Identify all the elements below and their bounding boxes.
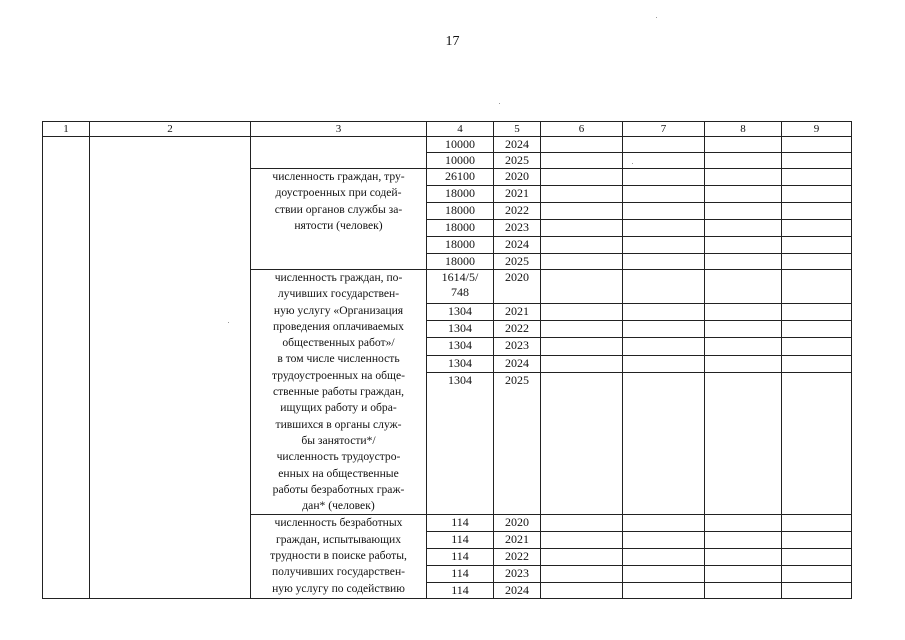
cell-col-8 [705,515,782,532]
header-col-4: 4 [427,122,494,137]
cell-col-7 [623,532,705,549]
indicator-text-line: доустроенных при содей- [275,186,402,200]
cell-col-8 [705,270,782,304]
cell-col-9 [782,372,852,515]
value-cell: 1304 [427,338,494,355]
indicator-text-line: ствии органов службы за- [274,202,403,216]
cell-col-8 [705,338,782,355]
cell-col-8 [705,153,782,169]
cell-col-9 [782,532,852,549]
indicator-text-line: трудности в поиске работы, [270,549,407,563]
cell-col-8 [705,169,782,186]
page-number: 17 [445,34,460,49]
header-col-9: 9 [782,122,852,137]
year-cell: 2023 [494,220,541,237]
indicator-text-line: тившихся в органы служ- [275,417,402,431]
indicator-text-line: нятости (человек) [294,218,383,232]
indicator-text-line: граждан, испытывающих [275,532,401,546]
cell-col-9 [782,137,852,153]
value-cell: 1304 [427,320,494,337]
year-cell: 2023 [494,566,541,583]
indicator-text-line: работы безработных граж- [272,482,405,496]
cell-col-8 [705,532,782,549]
table-row [43,137,852,153]
value-cell: 18000 [427,203,494,220]
cell-col-9 [782,566,852,583]
indicator-cell [251,169,427,270]
value-cell: 1614/5/ 748 [427,270,494,304]
year-cell: 2025 [494,372,541,515]
cell-col-9 [782,338,852,355]
indicator-table [42,121,852,599]
cell-col-9 [782,186,852,203]
indicator-cell [251,515,427,599]
cell-col-9 [782,355,852,372]
cell-col-8 [705,237,782,254]
cell-col-7 [623,338,705,355]
value-cell: 114 [427,566,494,583]
indicator-text-line: численность граждан, тру- [272,170,405,183]
indicator-text-line: енных на общественные [278,466,399,480]
cell-col-9 [782,220,852,237]
cell-col-6 [541,515,623,532]
year-cell: 2022 [494,203,541,220]
cell-col-7 [623,303,705,320]
value-cell: 18000 [427,220,494,237]
year-cell: 2020 [494,515,541,532]
cell-col-6 [541,220,623,237]
cell-col-7 [623,254,705,270]
year-cell: 2024 [494,583,541,599]
cell-col-6 [541,137,623,153]
cell-col-9 [782,237,852,254]
cell-col-2 [90,137,251,599]
indicator-text-line: численность граждан, по- [274,271,403,284]
cell-col-6 [541,549,623,566]
cell-col-9 [782,320,852,337]
value-cell: 1304 [427,303,494,320]
cell-col-6 [541,583,623,599]
cell-col-7 [623,237,705,254]
header-col-7: 7 [623,122,705,137]
year-cell: 2021 [494,303,541,320]
cell-col-8 [705,566,782,583]
cell-col-7 [623,186,705,203]
year-cell: 2024 [494,137,541,153]
year-cell: 2025 [494,153,541,169]
indicator-text-line: проведения оплачиваемых [273,319,404,333]
value-cell: 18000 [427,254,494,270]
year-cell: 2020 [494,270,541,304]
scan-speck [228,322,229,323]
cell-col-7 [623,220,705,237]
cell-col-6 [541,566,623,583]
cell-col-7 [623,372,705,515]
value-cell: 10000 [427,153,494,169]
year-cell: 2022 [494,320,541,337]
cell-col-7 [623,153,705,169]
cell-col-6 [541,320,623,337]
indicator-text-line: численность безработных [274,516,403,530]
cell-col-7 [623,515,705,532]
cell-col-8 [705,137,782,153]
cell-col-6 [541,532,623,549]
table-header-row [43,122,852,137]
scan-speck [632,163,633,164]
cell-col-8 [705,320,782,337]
cell-col-9 [782,303,852,320]
cell-col-9 [782,515,852,532]
indicator-cell [251,137,427,169]
value-cell: 18000 [427,186,494,203]
cell-col-6 [541,303,623,320]
value-cell: 114 [427,515,494,532]
header-col-2: 2 [90,122,251,137]
year-cell: 2024 [494,355,541,372]
cell-col-7 [623,169,705,186]
header-col-1: 1 [43,122,90,137]
indicator-text-line: лучивших государствен- [277,287,400,301]
cell-col-9 [782,203,852,220]
year-cell: 2021 [494,186,541,203]
indicator-text-line: бы занятости*/ [301,433,376,447]
cell-col-9 [782,153,852,169]
cell-col-6 [541,186,623,203]
cell-col-7 [623,566,705,583]
cell-col-9 [782,270,852,304]
year-cell: 2021 [494,532,541,549]
value-cell: 10000 [427,137,494,153]
scan-speck [499,103,500,104]
value-cell: 1304 [427,372,494,515]
indicator-text-line: ищущих работу и обра- [280,401,397,415]
scan-speck [656,17,657,18]
cell-col-8 [705,220,782,237]
cell-col-8 [705,254,782,270]
indicator-text-line: ственные работы граждан, [272,385,405,399]
indicator-text-line: численность трудоустро- [276,450,401,464]
cell-col-6 [541,237,623,254]
indicator-text-line: получивших государствен- [271,565,406,579]
cell-col-6 [541,372,623,515]
year-cell: 2020 [494,169,541,186]
cell-col-8 [705,203,782,220]
cell-col-8 [705,549,782,566]
indicator-cell [251,270,427,515]
cell-col-6 [541,338,623,355]
cell-col-6 [541,203,623,220]
cell-col-6 [541,270,623,304]
year-cell: 2023 [494,338,541,355]
cell-col-9 [782,583,852,599]
cell-col-8 [705,303,782,320]
cell-col-6 [541,254,623,270]
header-col-5: 5 [494,122,541,137]
value-cell: 26100 [427,169,494,186]
value-cell: 1304 [427,355,494,372]
cell-col-9 [782,254,852,270]
cell-col-7 [623,320,705,337]
cell-col-8 [705,186,782,203]
cell-col-8 [705,583,782,599]
year-cell: 2022 [494,549,541,566]
cell-col-1 [43,137,90,599]
cell-col-6 [541,355,623,372]
cell-col-7 [623,549,705,566]
year-cell: 2025 [494,254,541,270]
header-col-3: 3 [251,122,427,137]
value-cell: 114 [427,532,494,549]
value-cell: 114 [427,583,494,599]
cell-col-6 [541,169,623,186]
year-cell: 2024 [494,237,541,254]
indicator-text-line: дан* (человек) [302,499,375,513]
cell-col-9 [782,169,852,186]
cell-col-6 [541,153,623,169]
indicator-text-line: в том числе численность [277,352,400,366]
indicator-text-line: ную услугу по содействию [272,581,405,595]
header-col-8: 8 [705,122,782,137]
cell-col-7 [623,203,705,220]
indicator-text-line: трудоустроенных на обще- [272,368,405,382]
indicator-text-line: общественных работ»/ [282,336,395,350]
indicator-text-line: ную услугу «Организация [273,303,404,317]
cell-col-7 [623,270,705,304]
cell-col-7 [623,355,705,372]
cell-col-8 [705,372,782,515]
value-cell: 18000 [427,237,494,254]
cell-col-7 [623,583,705,599]
cell-col-8 [705,355,782,372]
cell-col-9 [782,549,852,566]
value-cell: 114 [427,549,494,566]
cell-col-7 [623,137,705,153]
header-col-6: 6 [541,122,623,137]
